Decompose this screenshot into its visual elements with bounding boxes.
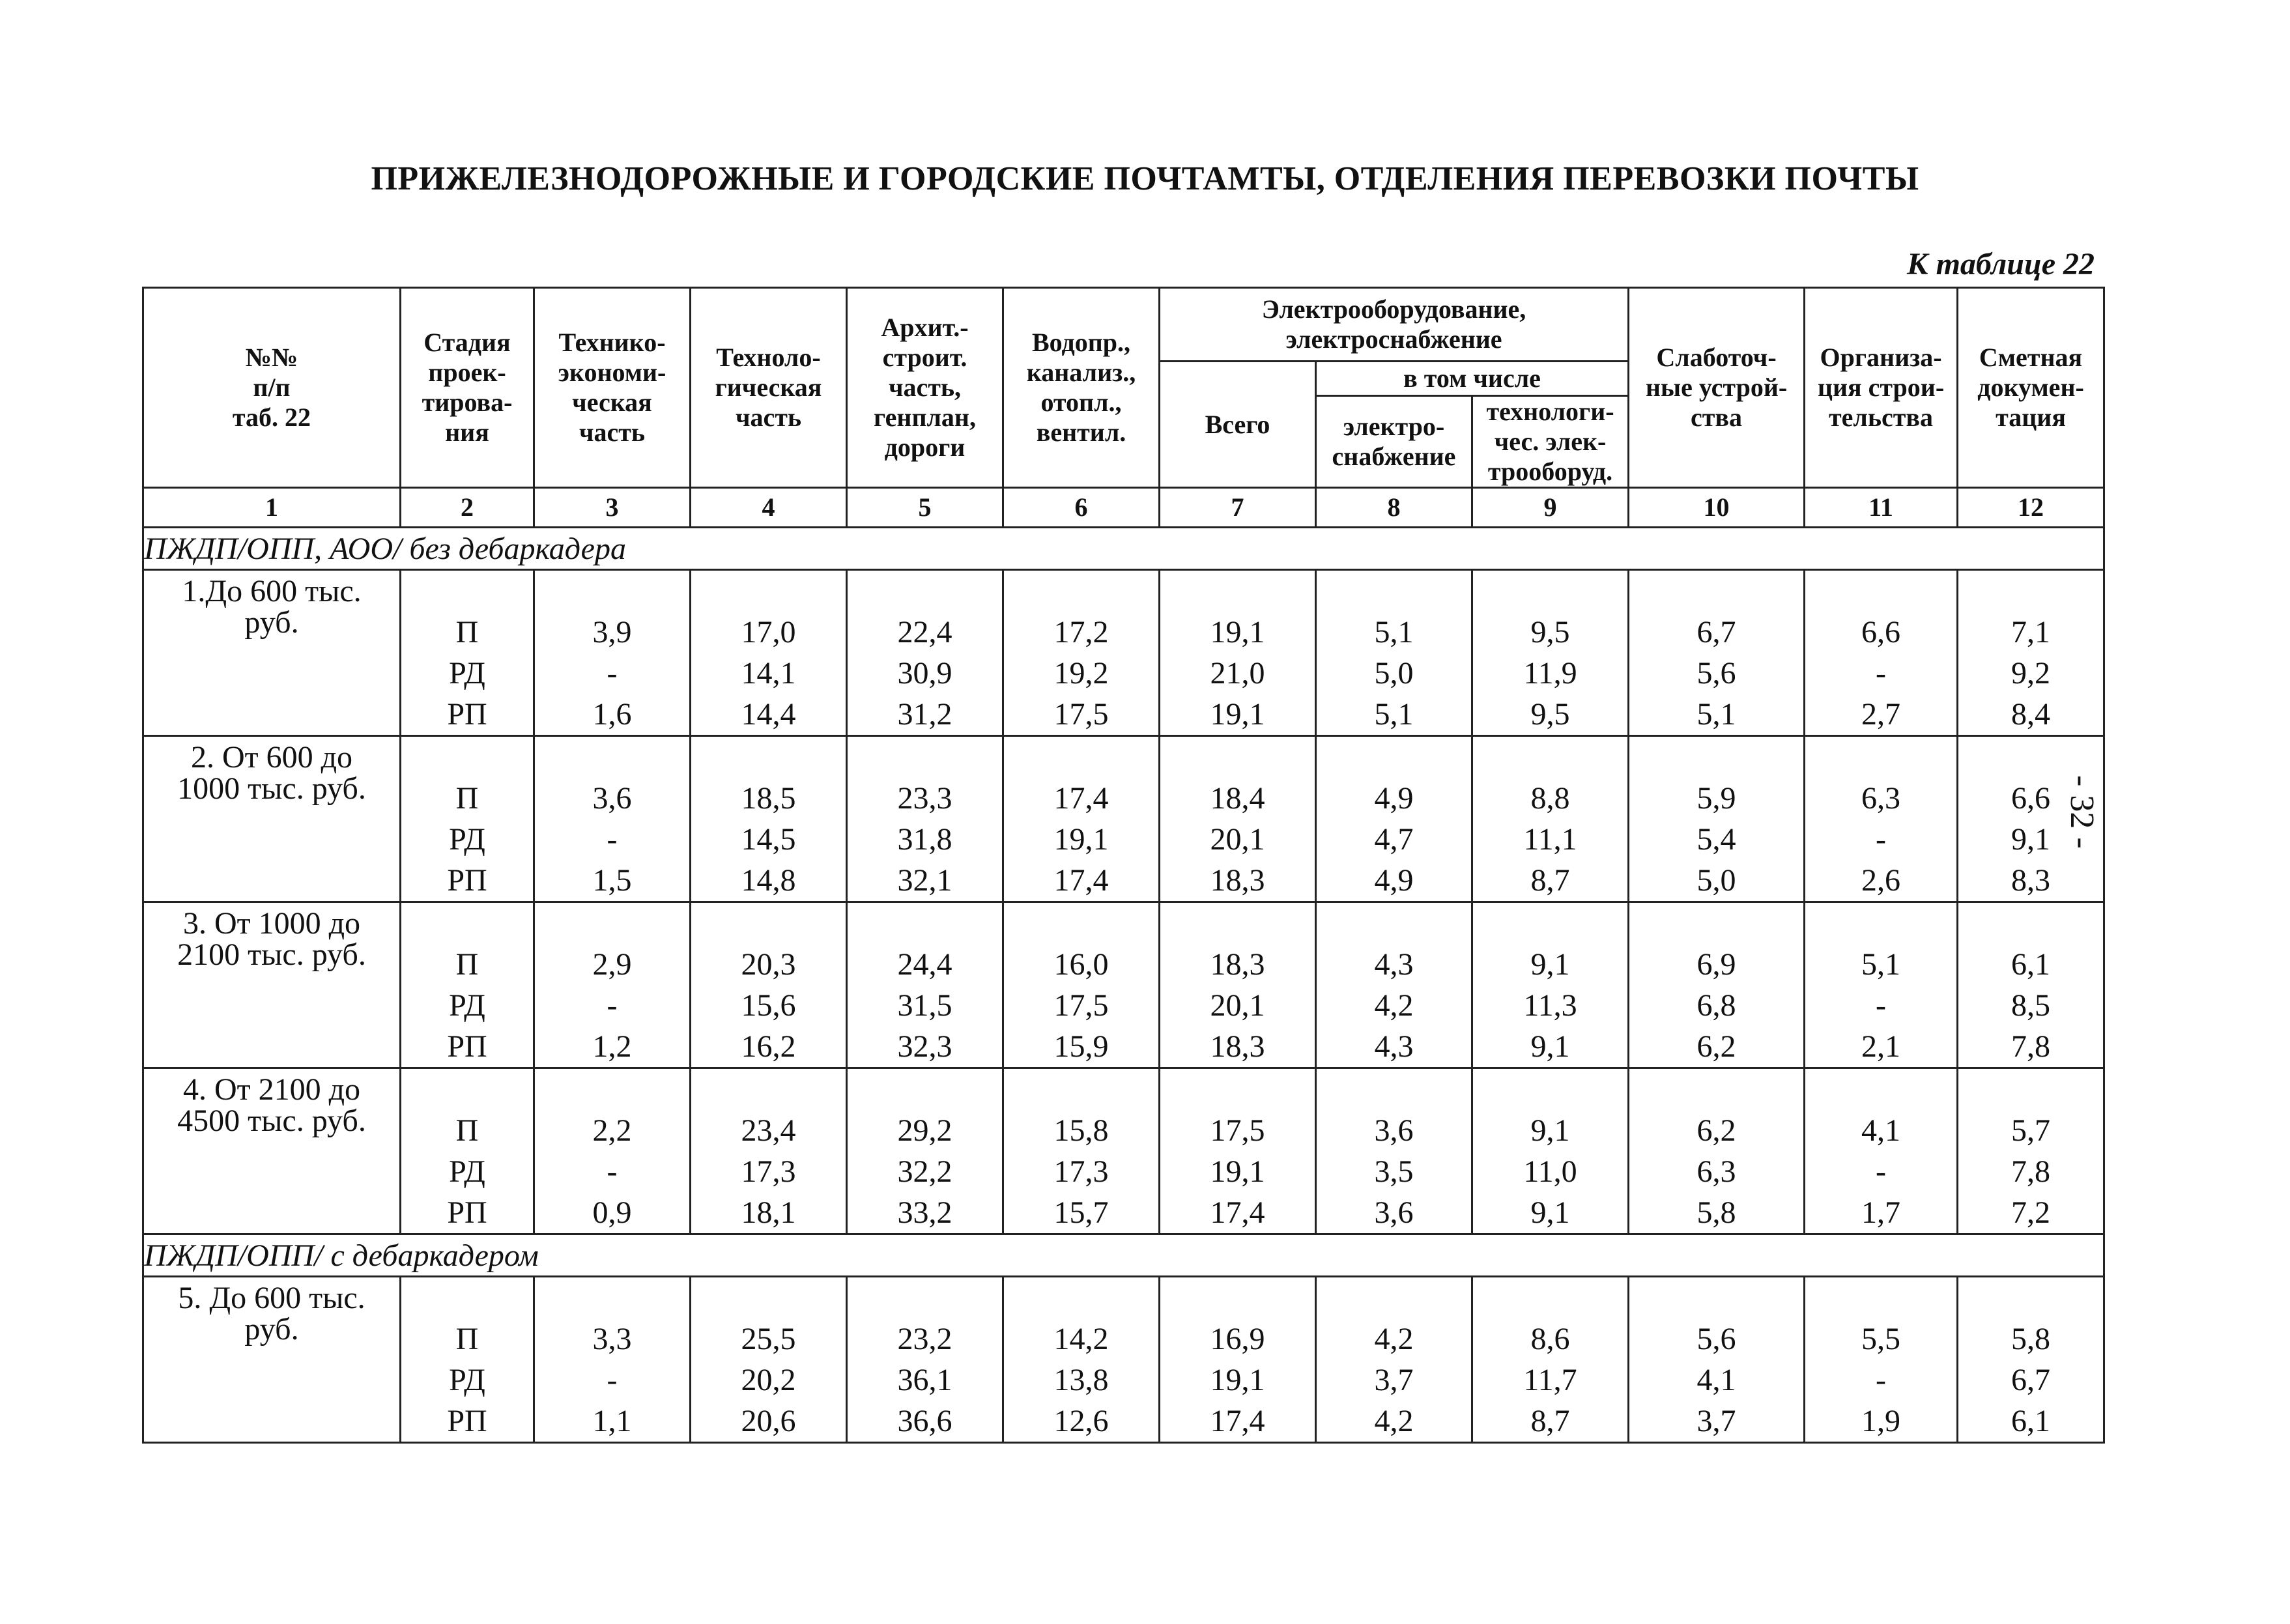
value-cell: 4,9 4,7 4,9 [1316,736,1472,902]
row-name: 4. От 2100 до 4500 тыс. руб. [143,1068,401,1234]
value-cell: 25,5 20,2 20,6 [691,1277,847,1443]
value-cell: 20,3 15,6 16,2 [691,902,847,1068]
value-cell: 23,2 36,1 36,6 [847,1277,1003,1443]
value-cell: 3,6 - 1,5 [534,736,691,902]
value-cell: 19,1 21,0 19,1 [1160,570,1316,736]
value-cell: 6,7 5,6 5,1 [1629,570,1805,736]
value-cell: 5,1 5,0 5,1 [1316,570,1472,736]
row-name: 2. От 600 до 1000 тыс. руб. [143,736,401,902]
table-row [143,1277,2104,1443]
page-title: ПРИЖЕЛЕЗНОДОРОЖНЫЕ И ГОРОДСКИЕ ПОЧТАМТЫ, ОТДЕЛЕНИЯ ПЕРЕВОЗКИ ПОЧТЫ [371,160,1919,197]
section-label: ПЖДП/ОПП, АОО/ без дебаркадера [143,528,2104,570]
table-row [143,570,2104,736]
value-cell: 6,1 8,5 7,8 [1958,902,2104,1068]
value-cell: 5,6 4,1 3,7 [1629,1277,1805,1443]
value-cell: 9,1 11,0 9,1 [1472,1068,1629,1234]
value-cell: 3,3 - 1,1 [534,1277,691,1443]
col-header-stage: Стадия проек- тирова- ния [401,288,534,488]
value-cell: 4,2 3,7 4,2 [1316,1277,1472,1443]
col-header-power-supply: электро- снабжение [1316,396,1472,488]
value-cell: 22,4 30,9 31,2 [847,570,1003,736]
value-cell: 2,2 - 0,9 [534,1068,691,1234]
value-cell: 5,7 7,8 7,2 [1958,1068,2104,1234]
row-name: 3. От 1000 до 2100 тыс. руб. [143,902,401,1068]
section-label: ПЖДП/ОПП/ с дебаркадером [143,1234,2104,1277]
column-number: 4 [691,488,847,528]
cost-distribution-table [142,287,2105,1444]
col-header-architecture: Архит.- строит. часть, генплан, дороги [847,288,1003,488]
value-cell: 9,5 11,9 9,5 [1472,570,1629,736]
stage-cell: П РД РП [401,736,534,902]
value-cell: 8,8 11,1 8,7 [1472,736,1629,902]
column-number: 5 [847,488,1003,528]
table-row [143,736,2104,902]
value-cell: 5,9 5,4 5,0 [1629,736,1805,902]
col-header-tech-econ: Технико- экономи- ческая часть [534,288,691,488]
value-cell: 7,1 9,2 8,4 [1958,570,2104,736]
column-number: 10 [1629,488,1805,528]
value-cell: 5,5 - 1,9 [1805,1277,1958,1443]
stage-cell: П РД РП [401,570,534,736]
column-number: 3 [534,488,691,528]
value-cell: 17,5 19,1 17,4 [1160,1068,1316,1234]
value-cell: 18,3 20,1 18,3 [1160,902,1316,1068]
value-cell: 6,2 6,3 5,8 [1629,1068,1805,1234]
row-name: 5. До 600 тыс. руб. [143,1277,401,1443]
value-cell: 6,3 - 2,6 [1805,736,1958,902]
column-number: 7 [1160,488,1316,528]
value-cell: 18,5 14,5 14,8 [691,736,847,902]
value-cell: 23,4 17,3 18,1 [691,1068,847,1234]
stage-cell: П РД РП [401,1068,534,1234]
value-cell: 17,0 14,1 14,4 [691,570,847,736]
value-cell: 4,1 - 1,7 [1805,1068,1958,1234]
value-cell: 9,1 11,3 9,1 [1472,902,1629,1068]
value-cell: 18,4 20,1 18,3 [1160,736,1316,902]
stage-cell: П РД РП [401,1277,534,1443]
value-cell: 16,0 17,5 15,9 [1003,902,1160,1068]
column-number: 8 [1316,488,1472,528]
page-number: - 32 - [2063,775,2100,849]
value-cell: 24,4 31,5 32,3 [847,902,1003,1068]
value-cell: 23,3 31,8 32,1 [847,736,1003,902]
col-header-technological: Техноло- гическая часть [691,288,847,488]
value-cell: 3,9 - 1,6 [534,570,691,736]
value-cell: 8,6 11,7 8,7 [1472,1277,1629,1443]
column-number: 1 [143,488,401,528]
value-cell: 5,1 - 2,1 [1805,902,1958,1068]
value-cell: 5,8 6,7 6,1 [1958,1277,2104,1443]
value-cell: 17,2 19,2 17,5 [1003,570,1160,736]
value-cell: 29,2 32,2 33,2 [847,1068,1003,1234]
row-name: 1.До 600 тыс. руб. [143,570,401,736]
col-header-number: №№ п/п таб. 22 [143,288,401,488]
table-reference: К таблице 22 [1907,247,2095,281]
col-header-estimate: Сметная докумен- тация [1958,288,2104,488]
value-cell: 3,6 3,5 3,6 [1316,1068,1472,1234]
col-header-water-heating: Водопр., канализ., отопл., вентил. [1003,288,1160,488]
value-cell: 6,9 6,8 6,2 [1629,902,1805,1068]
table-row [143,1068,2104,1234]
table-row [143,902,2104,1068]
value-cell: 17,4 19,1 17,4 [1003,736,1160,902]
value-cell: 15,8 17,3 15,7 [1003,1068,1160,1234]
value-cell: 2,9 - 1,2 [534,902,691,1068]
value-cell: 16,9 19,1 17,4 [1160,1277,1316,1443]
column-number: 11 [1805,488,1958,528]
col-header-including: в том числе [1316,362,1629,396]
column-number: 12 [1958,488,2104,528]
column-number: 9 [1472,488,1629,528]
stage-cell: П РД РП [401,902,534,1068]
column-number: 6 [1003,488,1160,528]
col-header-electro: Электрооборудование, электроснабжение [1160,288,1629,362]
col-header-construction-org: Организа- ция строи- тельства [1805,288,1958,488]
value-cell: 6,6 - 2,7 [1805,570,1958,736]
column-number: 2 [401,488,534,528]
value-cell: 6,6 9,1 8,3 [1958,736,2104,902]
value-cell: 4,3 4,2 4,3 [1316,902,1472,1068]
col-header-tech-electro: технологи- чес. элек- трооборуд. [1472,396,1629,488]
col-header-low-current: Слаботоч- ные устрой- ства [1629,288,1805,488]
value-cell: 14,2 13,8 12,6 [1003,1277,1160,1443]
col-header-total: Всего [1160,362,1316,488]
